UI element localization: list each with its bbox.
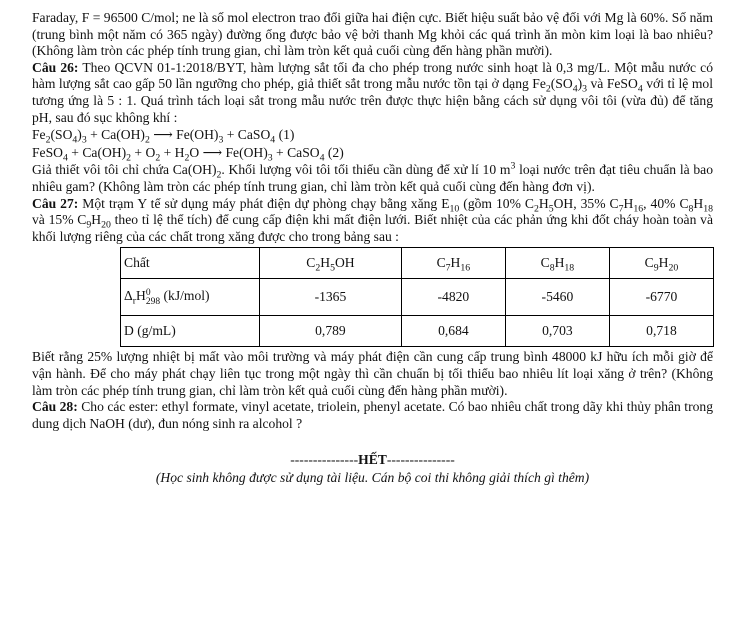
question-26-text-1: Theo QCVN 01-1:2018/BYT, hàm lượng sắt tối đa cho phép trong nước sinh hoạt là 0,3 mg/L. Một mẫu nước có hàm lượng sắt cao gấp 50 lần ngưỡng cho phép, giả thiết sắt trong mẫu nước tồn tại ở dạng Fe (32, 59, 713, 92)
table-cell-enthalpy-octane: -5460 (505, 279, 609, 316)
end-dashes-right: --------------- (386, 452, 455, 468)
question-27-text-2: (gồm 10% C (459, 195, 534, 211)
question-27-text-7: Biết rằng 25% lượng nhiệt bị mất vào môi trường và máy phát điện cần cung cấp trung bình 48000 kJ hữu ích mỗi giờ để vận hành. Để cho máy phát chạy liên tục trong một ngày thì cần chuẩn bị tối thiểu bao nhiêu lít loại xăng ở trên? (Không làm tròn các phép tính trung gian, chỉ làm tròn kết quả cuối cùng đến hàng phần mười). (32, 349, 713, 398)
equation-1-number: (1) (278, 127, 295, 143)
question-27-text-5: và 15% C (32, 212, 87, 228)
table-header-nonane: $C_9H_{20}$ (609, 248, 713, 279)
table-header-ethanol: $C_2H_5OH$ (260, 248, 402, 279)
question-27: Câu 27: Một trạm Y tế sử dụng máy phát điện dự phòng chạy bằng xăng $E_{10}$ (gồm 10% $C_2H_5OH$, 35% $C_7H_{16}$, 40% $C_8H_{18}$ và 15% $C_9H_{20}$ theo tỉ lệ thể tích) để cung cấp điện khi mất điện lưới. Biết nhiệt của các phản ứng khi đốt cháy hoàn toàn và khối lượng riêng của các chất trong xăng được cho trong bảng sau : (32, 195, 714, 244)
end-marker (32, 452, 713, 469)
table-cell-density-octane: 0,703 (505, 316, 609, 347)
question-27-text-6: theo tỉ lệ thể tích) để cung cấp điện khi mất điện lưới. Biết nhiệt của các phản ứng khi đốt cháy hoàn toàn và khối lượng riêng của các chất trong xăng được cho trong bảng sau : (32, 212, 713, 244)
question-27-label: Câu 27: (32, 195, 79, 211)
question-26-text-2: và FeSO (587, 76, 638, 92)
question-26-text-3: với tỉ lệ mol tương ứng là 5 : 1. Quá trình tách loại sắt trong mẫu nước trên được thực hiện bằng cách sử dụng vôi tôi (vừa đủ) để tăng pH, sau đó sục không khí : (32, 76, 713, 125)
table-cell-density-heptane: 0,684 (401, 316, 505, 347)
question-26-continued: Giả thiết vôi tôi chỉ chứa $Ca(OH)_2$. Khối lượng vôi tôi tối thiểu cần dùng để xử lí 10 $m^3$ loại nước trên đạt tiêu chuẩn là bao nhiêu gam? (Không làm tròn các phép tính trung gian, chỉ làm tròn kết quả cuối cùng đến hàng đơn vị). (32, 160, 714, 194)
question-26-label: Câu 26: (32, 59, 79, 75)
fuel-data-table (120, 247, 714, 347)
question-27-text-1: Một trạm Y tế sử dụng máy phát điện dự phòng chạy bằng xăng E (78, 195, 450, 211)
table-header-octane: $C_8H_{18}$ (505, 248, 609, 279)
intro-paragraph (32, 10, 713, 60)
table-cell-enthalpy-nonane: -6770 (609, 279, 713, 316)
end-dashes-left: --------------- (290, 452, 359, 468)
table-cell-enthalpy-ethanol: -1365 (260, 279, 402, 316)
table-header-label: Chất (121, 248, 260, 279)
table-cell-enthalpy-heptane: -4820 (401, 279, 505, 316)
question-28-label: Câu 28: (32, 399, 78, 415)
table-row-enthalpy-unit: (kJ/mol) (160, 287, 210, 303)
table-row-density (121, 316, 714, 347)
question-26-text-6: loại nước trên đạt tiêu chuẩn là bao nhiêu gam? (Không làm tròn các phép tính trung gian, chỉ làm tròn kết quả cuối cùng đến hàng đơn vị). (32, 162, 714, 194)
equation-1: $Fe_2(SO_4)_3 + Ca(OH)_2$ ⟶ $Fe(OH)_3$ + CaSO$_4$ (1) (32, 127, 295, 146)
table-row-enthalpy (121, 279, 714, 316)
footer-note: (Học sinh không được sử dụng tài liệu. Cán bộ coi thi không giải thích gì thêm) (155, 469, 590, 485)
question-28-text: Cho các ester: ethyl formate, vinyl acetate, triolein, phenyl acetate. Có bao nhiêu chất trong dãy khi thủy phân trong dung dịch NaOH (dư), đun nóng sinh ra alcohol ? (32, 399, 713, 431)
question-26-text-4: Giả thiết vôi tôi chỉ chứa Ca(OH) (32, 162, 217, 178)
intro-text: Faraday, F = 96500 C/mol; ne là số mol electron trao đổi giữa hai điện cực. Biết hiệu suất bảo vệ đối với Mg là 60%. Số năm (trung bình một năm có 365 ngày) đường ống được bảo vệ bởi thanh Mg khỏi các quá trình ăn mòn kim loại là bao nhiêu? (Không làm tròn các phép tính trung gian, chỉ làm tròn kết quả cuối cùng đến hàng phần mười). (32, 10, 713, 59)
equation-2-number: (2) (327, 144, 344, 160)
equation-2: FeSO$_4$ + $Ca(OH)_2 + O_2 + H_2O$ ⟶ $Fe(OH)_3$ + CaSO$_4$ (2) (32, 144, 344, 164)
question-26: Câu 26: Theo QCVN 01-1:2018/BYT, hàm lượng sắt tối đa cho phép trong nước sinh hoạt là 0,3 mg/L. Một mẫu nước có hàm lượng sắt cao gấp 50 lần ngưỡng cho phép, giả thiết sắt trong mẫu nước tồn tại ở dạng $Fe_2(SO_4)_3$ và FeSO$_4$ với tỉ lệ mol tương ứng là 5 : 1. Quá trình tách loại sắt trong mẫu nước trên được thực hiện bằng cách sử dụng vôi tôi (vừa đủ) để tăng pH, sau đó sục không khí : (32, 59, 713, 125)
table-cell-density-ethanol: 0,789 (260, 316, 402, 347)
table-header-heptane: $C_7H_{16}$ (401, 248, 505, 279)
question-26-text-5: . Khối lượng vôi tôi tối thiểu cần dùng để xử lí 10 m (221, 162, 511, 178)
table-row-density-label: D (g/mL) (121, 316, 260, 347)
end-word: HẾT (358, 452, 387, 468)
question-27-text-4: , 40% C (643, 195, 689, 211)
question-27-text-3: OH, 35% C (553, 195, 619, 211)
question-28 (32, 399, 713, 432)
question-27-continued (32, 349, 713, 399)
table-cell-density-nonane: 0,718 (609, 316, 713, 347)
table-row-enthalpy-label: $\Delta_rH$ 0 298 (kJ/mol) (121, 279, 260, 316)
table-header-row (121, 248, 714, 279)
